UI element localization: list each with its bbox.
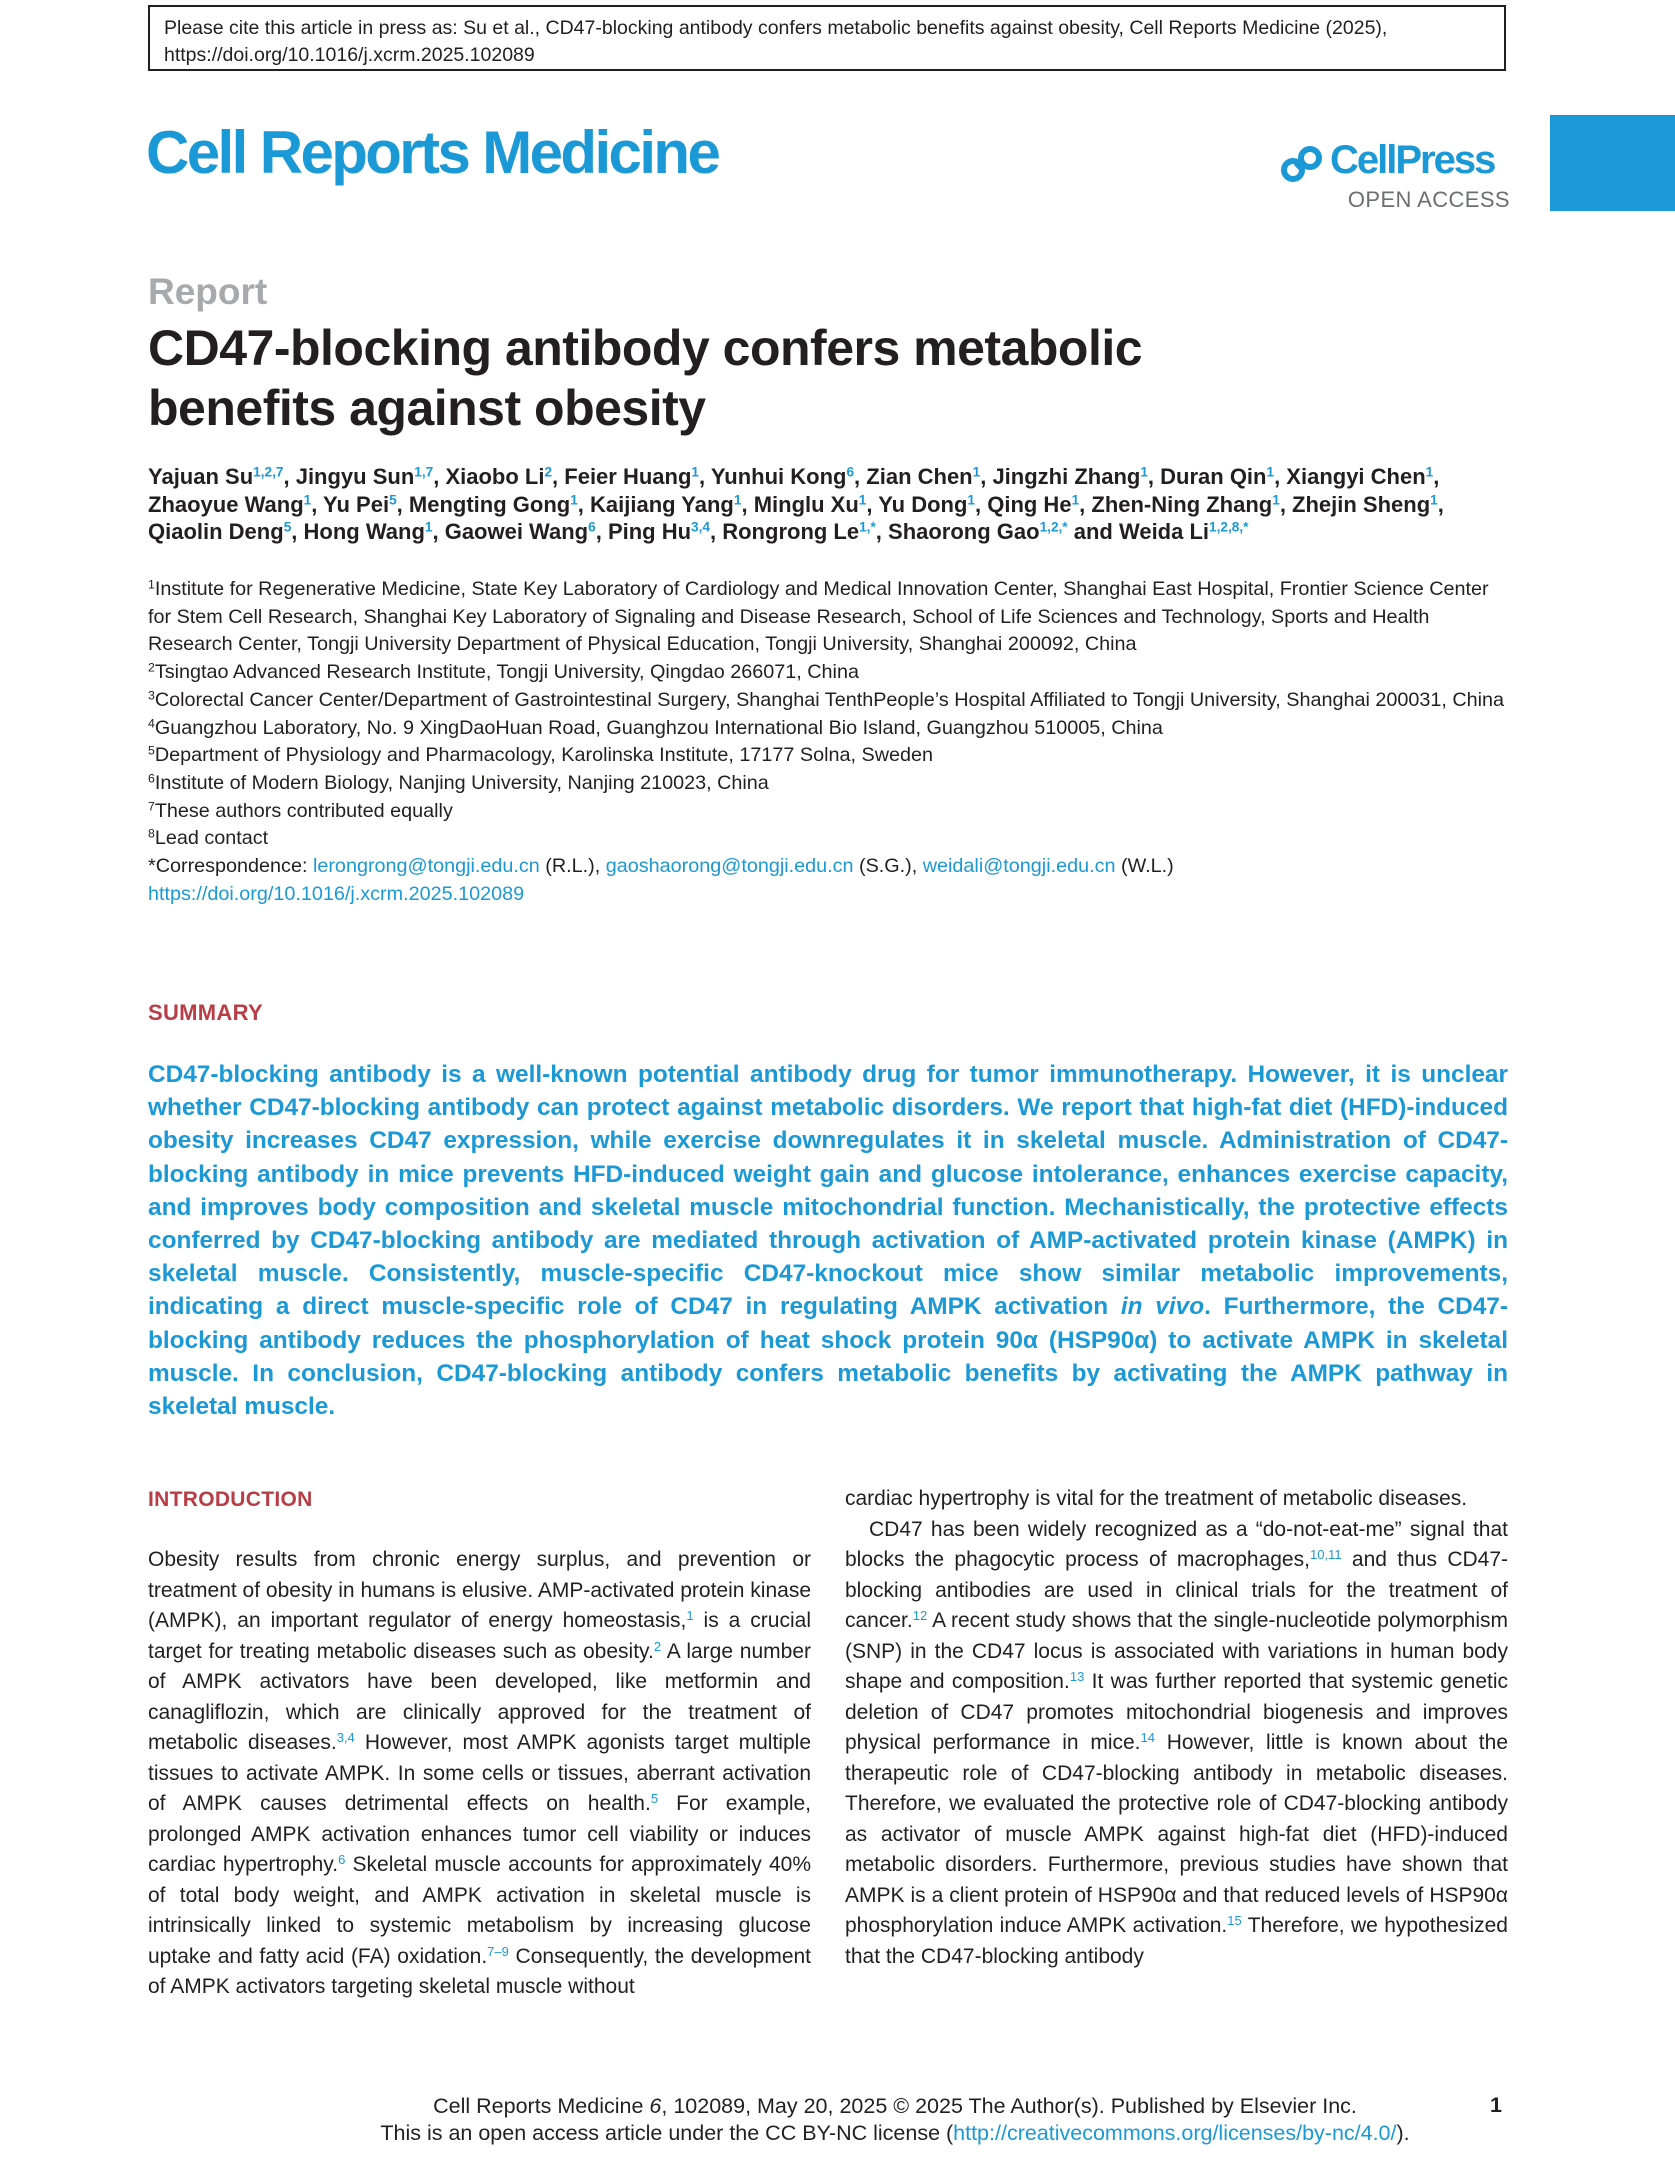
author [1091,492,1279,517]
page-footer [340,2093,1450,2146]
affiliations [148,576,1513,908]
open-access-label: OPEN ACCESS [1347,187,1510,212]
reference-sup: 2 [653,1638,662,1654]
affiliation-number: 3 [148,688,155,703]
affiliation [148,742,1513,770]
author [445,519,596,544]
correspondence-initials: (R.L.), [545,855,601,878]
author [754,492,867,517]
author-name: Xiangyi Chen [1286,464,1426,489]
footer-journal: Cell Reports Medicine [433,2094,650,2118]
affiliation-text: Tsingtao Advanced Research Institute, Tongji University, Qingdao 266071, China [154,661,859,684]
reference-sup: 7–9 [487,1943,509,1959]
author [304,519,433,544]
author-affiliation-sup: 3,4 [691,519,710,535]
summary-heading: SUMMARY [148,1000,263,1025]
correspondence-email[interactable]: lerongrong@tongji.edu.cn [312,855,540,878]
affiliation-text: Guangzhou Laboratory, No. 9 XingDaoHuan Road, Guanghzou International Bio Island, Guangzhou 510005, China [154,716,1163,739]
author-name: Shaorong Gao [888,519,1040,544]
affiliation-number: 1 [148,577,155,592]
license-link[interactable]: http://creativecommons.org/licenses/by-nc/4.0/ [953,2120,1397,2145]
footer-license-text: This is an open access article under the CC BY-NC license ( [380,2120,954,2145]
author [1292,492,1438,517]
author-affiliation-sup: 1 [570,492,578,507]
introduction-paragraph-2 [845,1515,1508,1973]
paragraph-text: However, most AMPK agonists target multiple tissues to activate AMPK. In some cells or tissues, aberrant activation of AMPK causes detrimental effects on health. [148,1731,811,1815]
author-name: Zian Chen [866,464,973,489]
affiliation [148,687,1513,715]
author-name: Zhejin Sheng [1292,491,1431,517]
reference-sup: 13 [1069,1668,1085,1684]
author-name: Zhen-Ning Zhang [1091,491,1273,517]
author-affiliation-sup: 1 [967,492,975,507]
introduction-column-1 [148,1545,811,2003]
affiliation-number: 4 [148,715,155,730]
affiliation-number: 5 [148,743,155,758]
affiliation-list [148,576,1513,853]
affiliation [148,825,1513,853]
author [722,519,876,544]
author-affiliation-sup: 1 [733,492,742,507]
author [564,464,699,489]
affiliation-text: These authors contributed equally [154,799,453,822]
introduction-paragraph-1 [148,1545,811,2003]
author-name: Jingyu Sun [295,464,415,489]
author-affiliation-sup: 1,2,8,* [1209,519,1249,535]
affiliation [148,770,1513,798]
footer-license-end: ). [1396,2120,1410,2145]
paragraph-text: Skeletal muscle accounts for approximately 40% of total body weight, and AMPK activation in skeletal muscle is intrinsically linked to systemic metabolism by increasing glucose uptake and fatty acid (FA) oxidation. [148,1853,811,1968]
introduction-column-2 [845,1484,1508,1972]
author-affiliation-sup: 1 [303,492,312,507]
author-name: Yunhui Kong [710,464,847,489]
author [992,464,1147,489]
author [866,464,980,489]
author-name: Qiaolin Deng [148,519,284,544]
author [608,519,710,544]
journal-color-tab [1550,115,1675,211]
affiliation-text: Institute of Modern Biology, Nanjing University, Nanjing 210023, China [154,771,769,794]
author [445,464,552,489]
article-title: CD47-blocking antibody confers metabolic benefits against obesity [148,320,1143,436]
author [1119,519,1248,544]
author [987,492,1079,517]
footer-license [340,2120,1450,2147]
author-name: Duran Qin [1160,464,1267,489]
introduction-heading: INTRODUCTION [148,1488,313,1511]
author [590,492,741,517]
author-name: Ping Hu [607,519,692,544]
journal-title: Cell Reports Medicine [146,119,719,186]
author [409,492,578,517]
author-affiliation-sup: 1,2,* [1039,519,1068,535]
author-name: Yajuan Su [148,464,254,489]
author-name: Minglu Xu [753,491,859,517]
correspondence-initials: (S.G.), [859,855,918,878]
author-affiliation-sup: 5 [389,492,397,507]
citation-notice-text: Please cite this article in press as: Su et al., CD47-blocking antibody confers metabolic benefits against obesity, Cell Reports Medicine (2025), https://doi.org/10.1016/j.xcrm.2025.102089 [164,17,1388,66]
author-affiliation-sup: 1 [1425,464,1434,480]
paragraph-text: Obesity results from chronic energy surplus, and prevention or treatment of obesity in humans is elusive. AMP-activated protein kinase (AMPK), an important regulator of energy homeostasis, [148,1548,811,1632]
author-name: Mengting Gong [408,491,571,517]
author [1286,464,1433,489]
affiliation-number: 2 [148,660,155,675]
paragraph-text: A recent study shows that the single-nucleotide polymorphism (SNP) in the CD47 locus is associated with variations in human body shape and composition. [845,1609,1508,1693]
summary-text [148,1058,1508,1423]
authors-and: and [1073,519,1119,544]
reference-sup: 1 [686,1607,694,1623]
author [878,492,975,517]
summary-part-1: CD47-blocking antibody is a well-known potential antibody drug for tumor immunotherapy. However, it is unclear whether CD47-blocking antibody can protect against metabolic disorders. We report that high-fat diet (HFD)-induced obesity increases CD47 expression, while exercise downregulates it in skeletal muscle. Administration of CD47-blocking antibody in mice prevents HFD-induced weight gain and glucose intolerance, enhances exercise capacity, and improves body composition and skeletal muscle mitochondrial function. Mechanistically, the protective effects conferred by CD47-blocking antibody are mediated through activation of AMP-activated protein kinase (AMPK) in skeletal muscle. Consistently, muscle-specific CD47-knockout mice show similar metabolic improvements, indicating a direct muscle-specific role of CD47 in regulating AMPK activation [148,1061,1508,1321]
summary-italic: in vivo [1120,1293,1205,1321]
affiliation-text: Colorectal Cancer Center/Department of Gastrointestinal Surgery, Shanghai TenthPeople’s Hospital Affiliated to Tongji University, Shanghai 200031, China [154,688,1505,711]
paragraph-text: Consequently, the development of AMPK activators targeting skeletal muscle without [148,1944,812,1998]
article-type: Report [148,271,268,312]
author-name: Zhaoyue Wang [148,491,304,517]
author [148,492,311,517]
author [888,519,1068,544]
paragraph-text: Therefore, we hypothesized that the CD47-blocking antibody [845,1914,1508,1968]
author-affiliation-sup: 2 [544,464,553,480]
author-name: Yu Dong [878,491,968,517]
correspondence-entries [313,855,1174,877]
affiliation-number: 8 [148,826,155,841]
page-number: 1 [1490,2093,1502,2117]
author [711,464,854,489]
paragraph-text: For example, prolonged AMPK activation enhances tumor cell viability or induces cardiac hypertrophy. [148,1792,811,1876]
reference-sup: 15 [1227,1912,1242,1928]
cellpress-logo-icon [1280,144,1332,184]
author-name: Kaijiang Yang [590,491,734,517]
author-name: Hong Wang [303,519,425,544]
affiliation [148,576,1513,659]
correspondence-label: *Correspondence: [148,855,308,878]
affiliation-text: Institute for Regenerative Medicine, State Key Laboratory of Cardiology and Medical Innovation Center, Shanghai East Hospital, Frontier Science Center for Stem Cell Research, Shanghai Key Laboratory of Signaling and Disease Research, School of Life Sciences and Technology, Sports and Health Research Center, Tongji University Department of Physical Education, Tongji University, Shanghai 200092, China [148,578,1489,656]
author-name: Yu Pei [323,491,390,517]
author-name: Feier Huang [564,464,692,489]
correspondence-initials: (W.L.) [1120,855,1174,878]
citation-notice [148,5,1506,71]
paragraph-text: and thus CD47-blocking antibodies are used in clinical trials for the treatment of cancer. [845,1548,1509,1632]
author-affiliation-sup: 1 [972,464,981,480]
affiliation-text: Lead contact [154,827,269,850]
paragraph-text: CD47 has been widely recognized as a “do-not-eat-me” signal that blocks the phagocytic process of macrophages, [845,1517,1508,1571]
author-affiliation-sup: 1 [1430,492,1438,507]
author-affiliation-sup: 1 [1140,464,1148,480]
author [148,519,291,544]
summary-part-2: . Furthermore, the CD47-blocking antibody reduces the phosphorylation of heat shock protein 90α (HSP90α) to activate AMPK in skeletal muscle. In conclusion, CD47-blocking antibody confers metabolic benefits by activating the AMPK pathway in skeletal muscle. [148,1293,1508,1421]
footer-citation [340,2093,1450,2120]
footer-volume: 6 [649,2094,662,2118]
author-affiliation-sup: 1,7 [414,464,434,480]
paragraph-text: However, little is known about the therapeutic role of CD47-blocking antibody in metabolic diseases. Therefore, we evaluated the protective role of CD47-blocking antibody as activator of muscle AMPK against high-fat diet (HFD)-induced metabolic disorders. Furthermore, previous studies have shown that AMPK is a client protein of HSP90α and that reduced levels of HSP90α phosphorylation induce AMPK activation. [845,1731,1508,1937]
author-name: Qing He [987,491,1072,517]
correspondence [148,853,1513,881]
cellpress-logo [1280,140,1510,188]
author-affiliation-sup: 1,2,7 [253,464,284,480]
correspondence-email[interactable]: gaoshaorong@tongji.edu.cn [605,855,854,878]
author-affiliation-sup: 1 [424,519,433,535]
affiliation-text: Department of Physiology and Pharmacology, Karolinska Institute, 17177 Solna, Sweden [154,744,933,767]
paragraph-text: It was further reported that systemic genetic deletion of CD47 promotes mitochondrial biogenesis and improves physical performance in mice. [845,1670,1509,1754]
author-name: Rongrong Le [722,519,860,544]
author-affiliation-sup: 5 [283,519,292,535]
affiliation-number: 6 [148,771,155,786]
author [296,464,434,489]
doi-line [148,881,1513,909]
paragraph-text: is a crucial target for treating metabolic diseases such as obesity. [148,1609,811,1663]
affiliation-number: 7 [148,798,155,813]
affiliation [148,715,1513,743]
paragraph-text: A large number of AMPK activators have been developed, like metformin and canagliflozin, which are clinically approved for the treatment of metabolic diseases. [148,1639,812,1754]
reference-sup: 12 [912,1607,928,1623]
author-name: Weida Li [1118,519,1210,544]
author-affiliation-sup: 1 [1266,464,1275,480]
author-affiliation-sup: 1 [691,464,699,480]
author-affiliation-sup: 1,* [859,519,876,535]
author-affiliation-sup: 6 [588,519,596,535]
author [148,464,283,489]
reference-sup: 5 [650,1790,659,1806]
affiliation [148,798,1513,826]
author-list: Yajuan Su$^{1,2,7}$, Jingyu Sun$^{1,7}$, Xiaobo Li$^2$, Feier Huang$^1$, Yunhui Kong$^6$, Zian Chen$^1$, Jingzhi Zhang$^1$, Duran Qin$^1$, Xiangyi Chen$^1$, Zhaoyue Wang$^1$, Yu Pei$^5$, Mengting Gong$^1$, Kaijiang Yang$^1$, Minglu Xu$^1$, Yu Dong$^1$, Qing He$^1$, Zhen-Ning Zhang$^1$, Zhejin Sheng$^1$, Qiaolin Deng$^5$, Hong Wang$^1$, Gaowei Wang$^6$, Ping Hu$^{3,4}$, Rongrong $Le^{1,*}$, Shaorong Gao$^{1,2,*}$ and Weida $Li^{1,2,8,*}$ [148,464,1444,544]
author-affiliation-sup: 6 [846,464,855,480]
author-name: Gaowei Wang [444,519,589,544]
author [323,492,397,517]
footer-citation-rest: , 102089, May 20, 2025 © 2025 The Author(s). Published by Elsevier Inc. [661,2094,1357,2118]
author-affiliation-sup: 1 [1272,492,1280,507]
author-affiliation-sup: 1 [1071,492,1080,507]
author [1160,464,1274,489]
reference-sup: 14 [1140,1729,1156,1745]
author-name: Xiaobo Li [445,464,545,489]
author-affiliation-sup: 1 [858,492,867,507]
introduction-paragraph-1-end: cardiac hypertrophy is vital for the treatment of metabolic diseases. [845,1487,1468,1510]
affiliation [148,659,1513,687]
author-name: Jingzhi Zhang [992,464,1141,489]
correspondence-email[interactable]: weidali@tongji.edu.cn [922,855,1116,878]
reference-sup: 3,4 [336,1729,355,1745]
publisher-name: CellPress [1330,138,1495,182]
reference-sup: 6 [338,1851,346,1867]
doi-link[interactable]: https://doi.org/10.1016/j.xcrm.2025.102089 [148,882,525,905]
reference-sup: 10,11 [1309,1546,1342,1562]
